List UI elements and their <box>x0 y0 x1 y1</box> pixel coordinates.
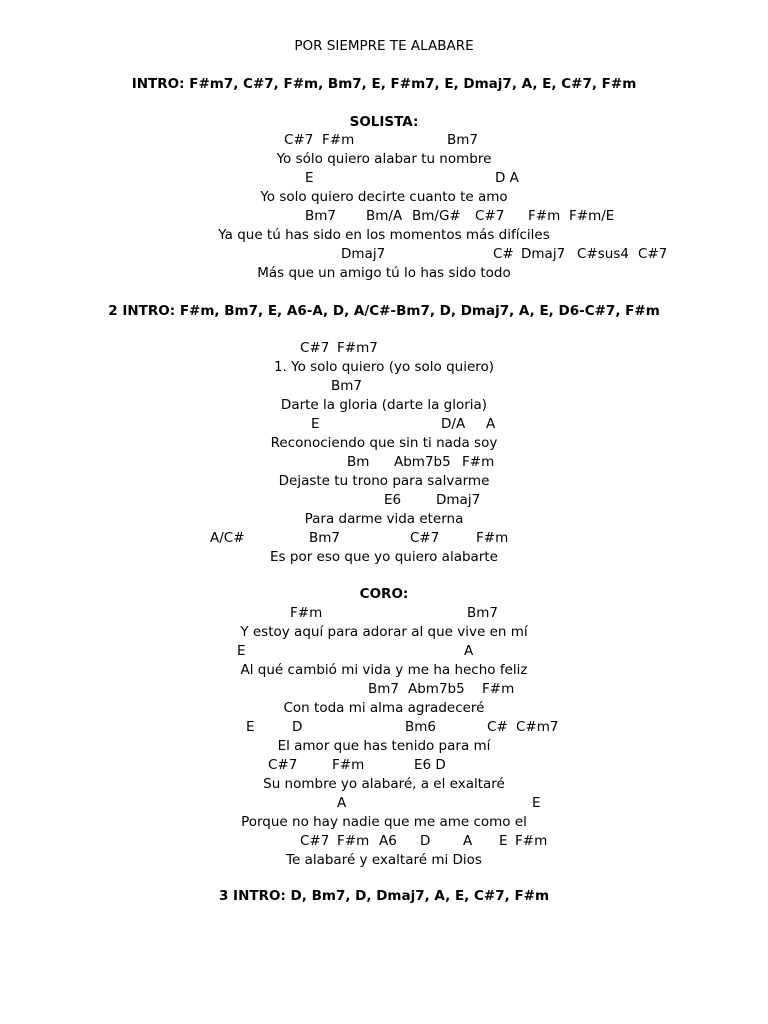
chord: C#7 <box>638 246 668 262</box>
lyric-line: El amor que has tenido para mí <box>277 738 491 754</box>
chord: Abm7b5 <box>408 681 465 697</box>
chord: Bm7 <box>305 208 337 224</box>
chord: A6 <box>379 833 397 849</box>
chord: A <box>464 643 474 659</box>
chord: C#m7 <box>516 719 559 735</box>
chord: F#m/E <box>569 208 615 224</box>
chord: F#m <box>337 833 370 849</box>
chord: C# <box>487 719 508 735</box>
chord: E <box>532 795 541 811</box>
chord: F#m <box>290 605 323 621</box>
chord: F#m7 <box>337 340 378 356</box>
chord: D/A <box>441 416 466 432</box>
lyric-line: Más que un amigo tú lo has sido todo <box>257 265 511 281</box>
lyric-line: Para darme vida eterna <box>304 511 464 527</box>
chord: Bm6 <box>405 719 437 735</box>
chord: A <box>463 833 473 849</box>
chord: E <box>499 833 508 849</box>
lyric-line: 1. Yo solo quiero (yo solo quiero) <box>273 359 495 375</box>
chord: Bm/G# <box>412 208 461 224</box>
chord: C#7 <box>300 340 330 356</box>
chord: D <box>420 833 431 849</box>
chord: C#sus4 <box>577 246 629 262</box>
chord: E <box>305 170 314 186</box>
intro-3: 3 INTRO: D, Bm7, D, Dmaj7, A, E, C#7, F#m <box>218 888 550 904</box>
chord: A/C# <box>210 530 245 546</box>
chord: D A <box>495 170 519 186</box>
chord: Abm7b5 <box>394 454 451 470</box>
chord: Bm7 <box>309 530 341 546</box>
chord: A <box>486 416 496 432</box>
chord: Dmaj7 <box>341 246 386 262</box>
chord: F#m <box>332 757 365 773</box>
lyric-line: Es por eso que yo quiero alabarte <box>270 549 498 565</box>
chord: F#m <box>515 833 548 849</box>
coro-heading: CORO: <box>359 586 409 602</box>
chord: C#7 <box>300 833 330 849</box>
lyric-line: Darte la gloria (darte la gloria) <box>280 397 488 413</box>
chord: F#m <box>482 681 515 697</box>
chord: Dmaj7 <box>436 492 481 508</box>
chord: Bm7 <box>467 605 499 621</box>
chord: C#7 <box>284 132 314 148</box>
chord: C#7 <box>410 530 440 546</box>
chord: F#m <box>528 208 561 224</box>
chord: C#7 <box>268 757 298 773</box>
chord: Bm7 <box>331 378 363 394</box>
chord: Bm7 <box>447 132 479 148</box>
lyric-line: Reconociendo que sin ti nada soy <box>270 435 498 451</box>
chord: E <box>246 719 255 735</box>
lyric-line: Porque no hay nadie que me ame como el <box>241 814 527 830</box>
chord: E6 D <box>414 757 446 773</box>
lyric-line: Su nombre yo alabaré, a el exaltaré <box>263 776 505 792</box>
lyric-line: Al qué cambió mi vida y me ha hecho feliz <box>240 662 528 678</box>
chord: Bm <box>347 454 370 470</box>
lyric-line: Dejaste tu trono para salvarme <box>278 473 490 489</box>
intro-2: 2 INTRO: F#m, Bm7, E, A6-A, D, A/C#-Bm7, D, Dmaj7, A, E, D6-C#7, F#m <box>108 303 660 319</box>
lyric-line: Yo solo quiero decirte cuanto te amo <box>260 189 508 205</box>
chord: A <box>337 795 347 811</box>
chord: Dmaj7 <box>521 246 566 262</box>
solista-heading: SOLISTA: <box>349 114 419 130</box>
chord: D <box>292 719 303 735</box>
lyric-line: Y estoy aquí para adorar al que vive en mí <box>240 624 528 640</box>
lyric-line: Con toda mi alma agradeceré <box>283 700 485 716</box>
intro-1: INTRO: F#m7, C#7, F#m, Bm7, E, F#m7, E, Dmaj7, A, E, C#7, F#m <box>131 76 637 92</box>
chord: C# <box>493 246 514 262</box>
chord: C#7 <box>475 208 505 224</box>
chord: Bm/A <box>366 208 403 224</box>
chord: F#m <box>322 132 355 148</box>
song-title: POR SIEMPRE TE ALABARE <box>294 38 474 54</box>
chord: Bm7 <box>368 681 400 697</box>
chord: F#m <box>476 530 509 546</box>
chord: F#m <box>462 454 495 470</box>
lyric-line: Te alabaré y exaltaré mi Dios <box>286 852 482 868</box>
chord: E <box>237 643 246 659</box>
lyric-line: Yo sólo quiero alabar tu nombre <box>276 151 492 167</box>
lyric-line: Ya que tú has sido en los momentos más difíciles <box>218 227 550 243</box>
chord: E <box>311 416 320 432</box>
chord: E6 <box>384 492 402 508</box>
